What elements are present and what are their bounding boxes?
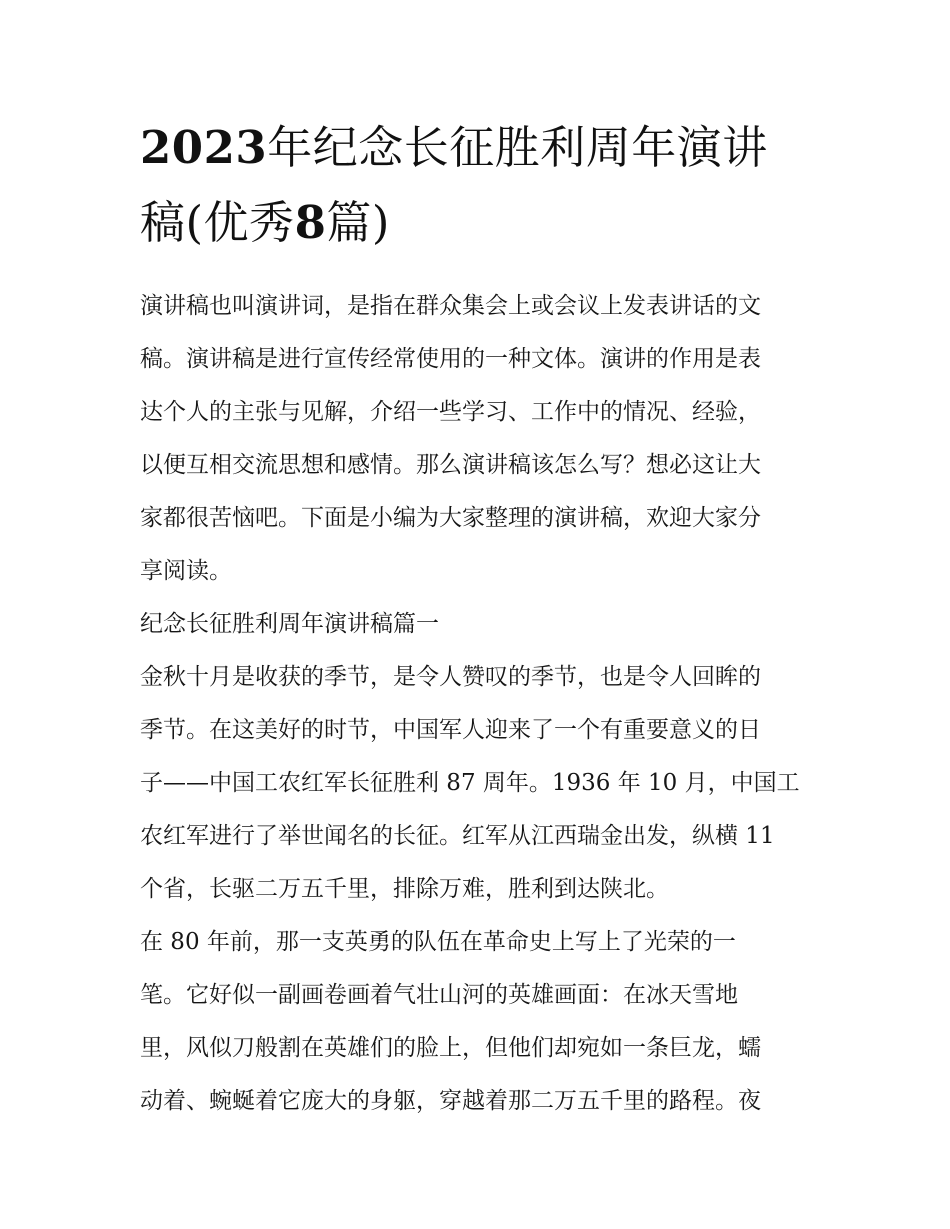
title-year: 2023 (140, 121, 268, 174)
text-line: 演讲稿也叫演讲词，是指在群众集会上或会议上发表讲话的文 (140, 293, 761, 319)
text-line: 达个人的主张与见解，介绍一些学习、工作中的情况、经验， (140, 399, 761, 425)
text-line: 笔。它好似一副画卷画着气壮山河的英雄画面：在冰天雪地 (140, 982, 738, 1008)
text-line: 享阅读。 (140, 558, 232, 584)
text-line: 家都很苦恼吧。下面是小编为大家整理的演讲稿，欢迎大家分 (140, 505, 761, 531)
title-line-2 (140, 196, 390, 249)
text-line: 子——中国工农红军长征胜利 87 周年。1936 年 10 月，中国工 (140, 770, 800, 796)
section-heading-text: 纪念长征胜利周年演讲稿篇一 (140, 611, 439, 637)
title-line-2-a: 稿(优秀 (140, 196, 295, 249)
title-line-2-b: 篇) (326, 196, 390, 249)
section-heading (140, 598, 820, 651)
text-line: 以便互相交流思想和感情。那么演讲稿该怎么写？想必这让大 (140, 452, 761, 478)
title-count: 8 (294, 196, 327, 249)
text-line: 在 80 年前，那一支英勇的队伍在革命史上写上了光荣的一 (140, 929, 736, 955)
body-paragraph (140, 916, 820, 1128)
intro-paragraph (140, 280, 820, 598)
text-line: 季节。在这美好的时节，中国军人迎来了一个有重要意义的日 (140, 717, 761, 743)
document-body (140, 280, 820, 1128)
text-line: 农红军进行了举世闻名的长征。红军从江西瑞金出发，纵横 11 (140, 823, 775, 849)
text-line: 动着、蜿蜒着它庞大的身躯，穿越着那二万五千里的路程。夜 (140, 1088, 761, 1114)
text-line: 金秋十月是收获的季节，是令人赞叹的季节，也是令人回眸的 (140, 664, 761, 690)
title-line-1-text: 年纪念长征胜利周年演讲 (267, 121, 768, 174)
text-line: 稿。演讲稿是进行宣传经常使用的一种文体。演讲的作用是表 (140, 346, 761, 372)
text-line: 里，风似刀般割在英雄们的脸上，但他们却宛如一条巨龙，蠕 (140, 1035, 761, 1061)
title-line-1 (140, 121, 768, 174)
page-title (140, 110, 820, 260)
text-line: 个省，长驱二万五千里，排除万难，胜利到达陕北。 (140, 876, 669, 902)
body-paragraph (140, 651, 820, 916)
